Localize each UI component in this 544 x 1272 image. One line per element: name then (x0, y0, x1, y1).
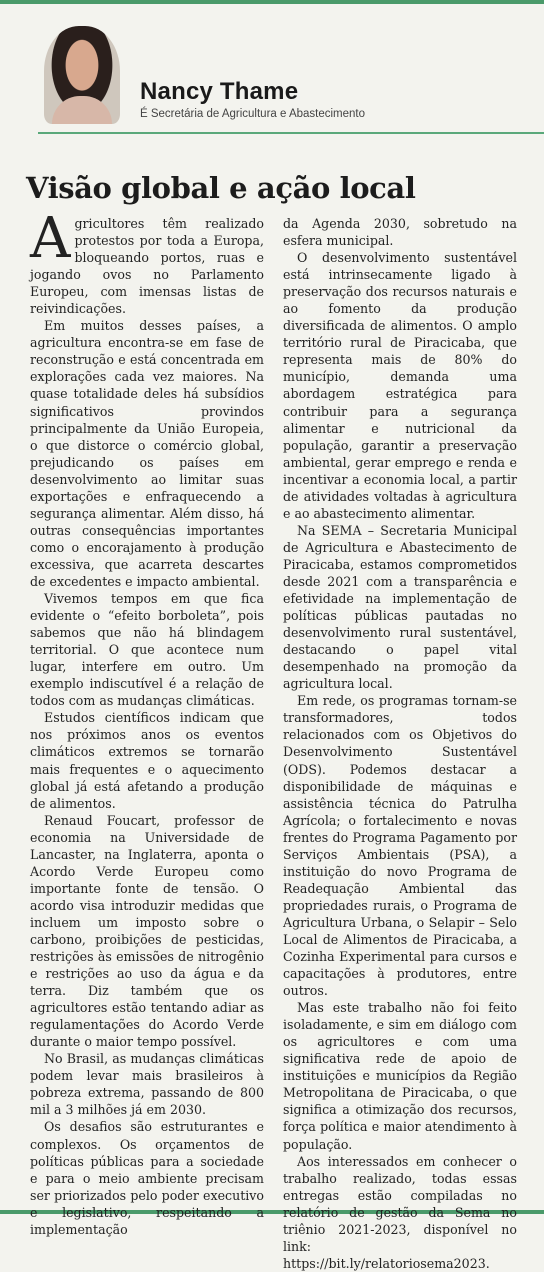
author-photo-shirt (52, 96, 112, 124)
paragraph: Em muitos desses países, a agricultura encontra-se em fase de reconstrução e está concentrada em explorações cada vez maiores. Na quase totalidade deles há subsídios significativos provindos principalmente da União Europeia, o que distorce o comércio global, prejudicando os países em desenvolvimento ao limitar suas exportações e enfraquecendo a segurança alimentar. Além disso, há outras consequências importantes como o encorajamento à produção excessiva, que acarreta descartes de excedentes e impacto ambiental. (30, 318, 264, 589)
article-column-right (283, 215, 517, 1272)
article-column-left (30, 206, 264, 1238)
header-divider (38, 132, 544, 134)
paragraph: No Brasil, as mudanças climáticas podem levar mais brasileiros à pobreza extrema, passando de 800 mil a 3 milhões já em 2030. (30, 1051, 264, 1118)
author-header (38, 26, 518, 136)
paragraph-text: gricultores têm realizado protestos por toda a Europa, bloqueando portos, ruas e jogando ovos no Parlamento Europeu, com imensas listas de reivindicações. (30, 216, 264, 317)
paragraph: O desenvolvimento sustentável está intrinsecamente ligado à preservação dos recursos naturais e ao fomento da produção diversificada de alimentos. O amplo território rural de Piracicaba, que representa mais de 80% do município, demanda uma abordagem estratégica para contribuir para a segurança alimentar e nutricional da população, garantir a preservação ambiental, gerar emprego e renda e incentivar a economia local, a partir de atividades voltadas à agricultura e ao abastecimento alimentar. (283, 250, 517, 521)
author-role: É Secretária de Agricultura e Abastecimento (140, 108, 366, 120)
paragraph: Vivemos tempos em que fica evidente o “efeito borboleta”, pois sabemos que não há blindagem territorial. O que acontece num lugar, interfere em outro. Um exemplo indiscutível é a relação de todos com as mudanças climáticas. (30, 591, 264, 709)
paragraph: Estudos científicos indicam que nos próximos anos os eventos climáticos extremos se tornarão mais frequentes e o aquecimento global já está afetando a produção de alimentos. (30, 710, 264, 811)
author-photo (44, 26, 120, 124)
drop-cap: A (30, 206, 71, 271)
paragraph: Mas este trabalho não foi feito isoladamente, e sim em diálogo com os agricultores e com uma significativa rede de apoio de instituições e municípios da Região Metropolitana de Piracicaba, o que significa a otimização dos recursos, força política e maior atendimento à população. (283, 1000, 517, 1152)
author-name: Nancy Thame (140, 78, 299, 105)
article-title: Visão global e ação local (26, 171, 416, 206)
paragraph: Os desafios são estruturantes e complexos. Os orçamentos de políticas públicas para a sociedade e para o meio ambiente precisam ser priorizados pelo poder executivo e legislativo, respeitando a implementação (30, 1119, 264, 1237)
paragraph: da Agenda 2030, sobretudo na esfera municipal. (283, 216, 517, 249)
paragraph: Em rede, os programas tornam-se transformadores, todos relacionados com os Objetivos do Desenvolvimento Sustentável (ODS). Podemos destacar a disponibilidade de máquinas e assistência técnica do Patrulha Agrícola; o fortalecimento e novas frentes do Programa Pagamento por Serviços Ambientais (PSA), a instituição do novo Programa de Readequação Ambiental das propriedades rurais, o Programa de Agricultura Urbana, o Selapir – Selo Local de Alimentos de Piracicaba, a Cozinha Experimental para cursos e capacitações à produtores, entre outros. (283, 693, 517, 999)
paragraph: Na SEMA – Secretaria Municipal de Agricultura e Abastecimento de Piracicaba, estamos comprometidos desde 2021 com a transparência e efetividade na implementação de políticas públicas pautadas no desenvolvimento rural sustentável, destacando o papel vital desempenhado na promoção da agricultura local. (283, 522, 517, 692)
paragraph (30, 206, 264, 317)
paragraph: Renaud Foucart, professor de economia na Universidade de Lancaster, na Inglaterra, aponta o Acordo Verde Europeu como importante fonte de tensão. O acordo visa introduzir medidas que incluem um imposto sobre o carbono, proibições de pesticidas, restrições às emissões de nitrogênio e restrições ao uso da água e da terra. Diz também que os agricultores estão tentando adiar as regulamentações do Acordo Verde durante o maior tempo possível. (30, 812, 264, 1050)
paragraph: Aos interessados em conhecer o trabalho realizado, todas essas entregas estão compiladas no relatório de gestão da Sema no triênio 2021-2023, disponível no link: https://bit.ly/relatoriosema2023. (283, 1153, 517, 1271)
